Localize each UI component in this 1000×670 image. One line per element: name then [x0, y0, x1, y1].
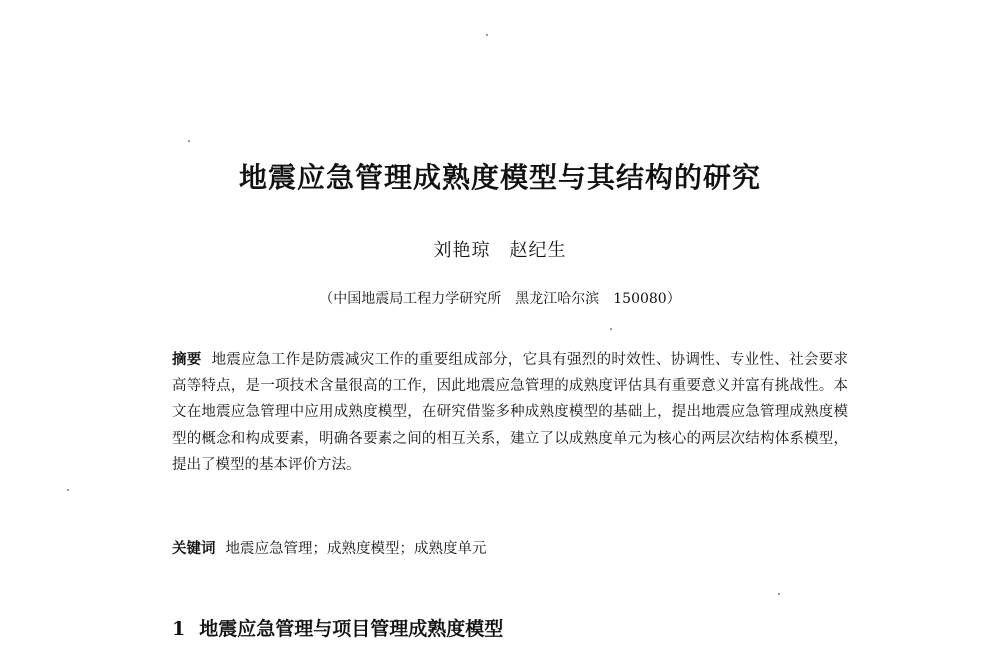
section-heading — [172, 614, 503, 641]
abstract-label: 摘要 — [172, 352, 202, 368]
abstract-text: 地震应急工作是防震减灾工作的重要组成部分，它具有强烈的时效性、协调性、专业性、社会要求高等特点，是一项技术含量很高的工作，因此地震应急管理的成熟度评估具有重要意义并富有挑战性。本文在地震应急管理中应用成熟度模型，在研究借鉴多种成熟度模型的基础上，提出地震应急管理成熟度模型的概念和构成要素，明确各要素之间的相互关系，建立了以成熟度单元为核心的两层次结构体系模型，提出了模型的基本评价方法。 — [172, 352, 849, 473]
scan-speck — [486, 34, 488, 36]
section-number: 1 — [172, 618, 186, 640]
paper-title: 地震应急管理成熟度模型与其结构的研究 — [238, 161, 761, 194]
scan-speck — [67, 489, 69, 491]
paper-affiliation: （中国地震局工程力学研究所 黑龙江哈尔滨 150080） — [319, 291, 681, 307]
keywords-text: 地震应急管理；成熟度模型；成熟度单元 — [225, 541, 487, 557]
scan-speck — [610, 328, 612, 330]
abstract — [172, 347, 848, 478]
scan-speck — [188, 140, 190, 142]
section-title: 地震应急管理与项目管理成熟度模型 — [199, 618, 504, 640]
keywords-label: 关键词 — [172, 541, 216, 557]
keywords — [172, 537, 848, 561]
scan-speck — [778, 593, 780, 595]
paper-authors: 刘艳琼 赵纪生 — [433, 240, 567, 261]
